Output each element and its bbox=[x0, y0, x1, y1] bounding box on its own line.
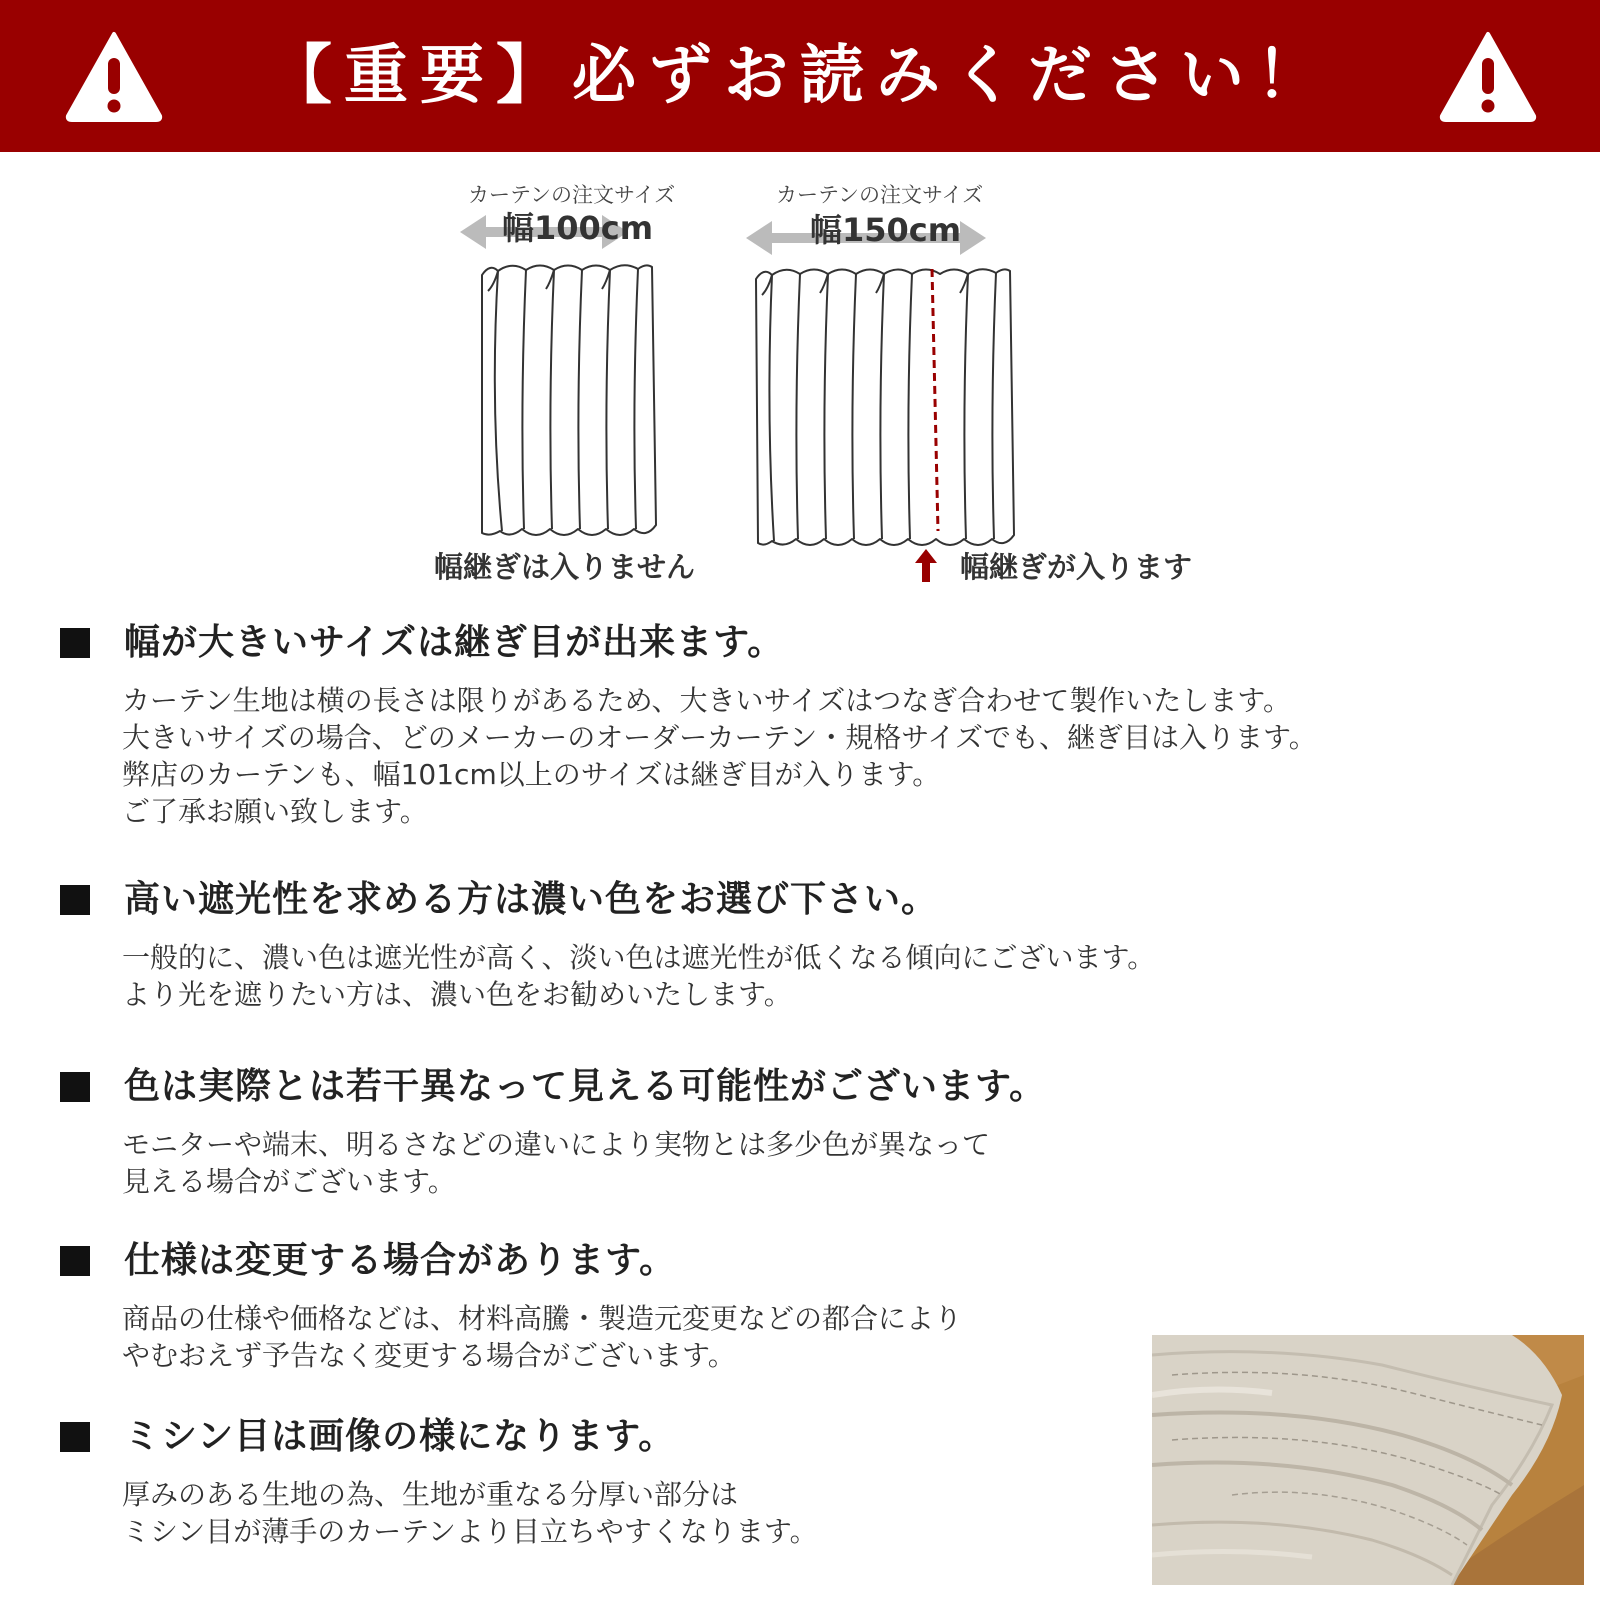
section-body bbox=[122, 682, 1580, 830]
body-line: 商品の仕様や価格などは、材料高騰・製造元変更などの都合により bbox=[122, 1302, 963, 1335]
body-line: 見える場合がございます。 bbox=[122, 1165, 456, 1198]
body-line: 大きいサイズの場合、どのメーカーのオーダーカーテン・規格サイズでも、継ぎ目は入ります。 bbox=[122, 721, 1317, 754]
section-heading: 色は実際とは若干異なって見える可能性がございます。 bbox=[124, 1066, 1047, 1107]
body-line: 厚みのある生地の為、生地が重なる分厚い部分は bbox=[122, 1478, 739, 1511]
curtain-diagram bbox=[420, 175, 1240, 595]
bullet-square-icon bbox=[60, 1246, 90, 1276]
bullet-square-icon bbox=[60, 628, 90, 658]
curtain-right bbox=[756, 269, 1014, 545]
banner-title: 【重要】必ずお読みください！ bbox=[268, 39, 1332, 113]
body-line: やむおえず予告なく変更する場合がございます。 bbox=[122, 1339, 736, 1372]
bullet-square-icon bbox=[60, 1072, 90, 1102]
bullet-square-icon bbox=[60, 1422, 90, 1452]
body-line: 一般的に、濃い色は遮光性が高く、淡い色は遮光性が低くなる傾向にございます。 bbox=[122, 941, 1156, 974]
section-body bbox=[122, 939, 1580, 1013]
seam-line bbox=[932, 269, 938, 531]
curtain-left bbox=[482, 265, 656, 535]
warning-icon bbox=[64, 30, 164, 122]
arrow-up-icon bbox=[915, 549, 937, 582]
order-size-label-right: カーテンの注文サイズ bbox=[776, 183, 984, 207]
body-line: カーテン生地は横の長さは限りがあるため、大きいサイズはつなぎ合わせて製作いたします。 bbox=[122, 684, 1292, 717]
notice-section-seam bbox=[60, 618, 1580, 830]
caption-no-seam: 幅継ぎは入りません bbox=[434, 550, 696, 584]
section-heading: 高い遮光性を求める方は濃い色をお選び下さい。 bbox=[124, 879, 939, 920]
body-line: より光を遮りたい方は、濃い色をお勧めいたします。 bbox=[122, 978, 792, 1011]
body-line: ご了承お願い致します。 bbox=[122, 795, 428, 828]
body-line: ミシン目が薄手のカーテンより目立ちやすくなります。 bbox=[122, 1515, 818, 1548]
section-heading: ミシン目は画像の様になります。 bbox=[124, 1416, 676, 1457]
width-label-right: 幅150cm bbox=[810, 211, 962, 249]
header-banner bbox=[0, 0, 1600, 152]
section-heading: 幅が大きいサイズは継ぎ目が出来ます。 bbox=[124, 622, 785, 663]
width-label-left: 幅100cm bbox=[502, 209, 654, 247]
bullet-square-icon bbox=[60, 885, 90, 915]
body-line: モニターや端末、明るさなどの違いにより実物とは多少色が異なって bbox=[122, 1128, 991, 1161]
warning-icon bbox=[1438, 30, 1538, 122]
section-body bbox=[122, 1126, 1580, 1200]
notice-section-blackout bbox=[60, 875, 1580, 1013]
order-size-label-left: カーテンの注文サイズ bbox=[468, 183, 676, 207]
fabric-stitching-photo bbox=[1152, 1335, 1584, 1585]
notice-section-color bbox=[60, 1062, 1580, 1200]
section-heading: 仕様は変更する場合があります。 bbox=[124, 1240, 677, 1281]
body-line: 弊店のカーテンも、幅101cm以上のサイズは継ぎ目が入ります。 bbox=[122, 758, 941, 791]
caption-with-seam: 幅継ぎが入ります bbox=[960, 550, 1193, 584]
